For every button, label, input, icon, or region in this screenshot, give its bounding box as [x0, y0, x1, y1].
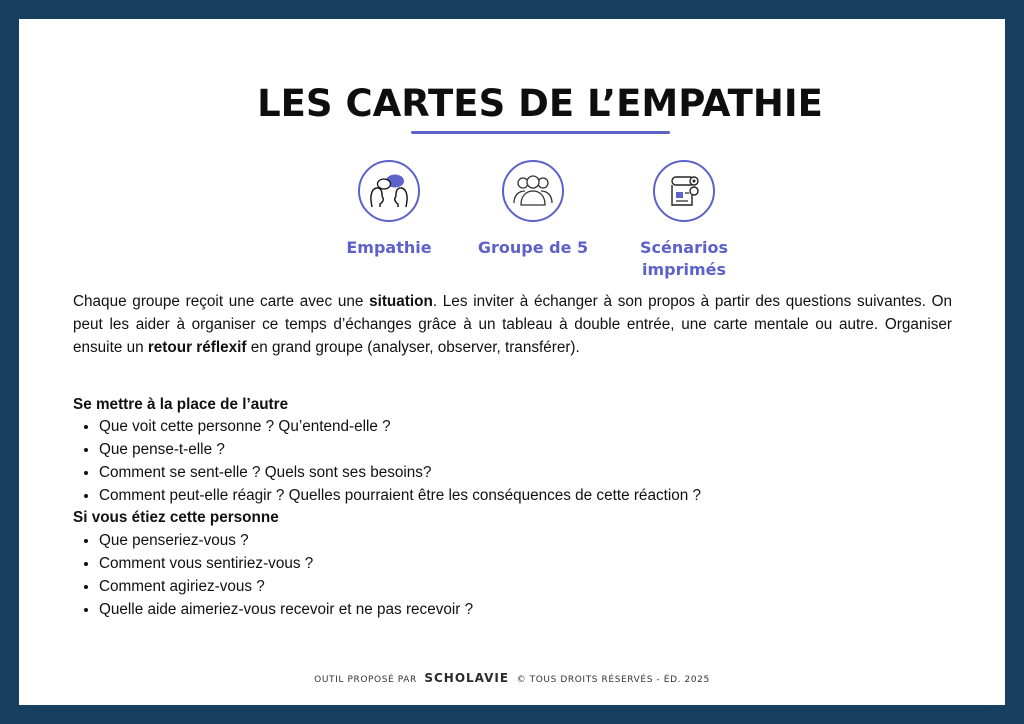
- question-list-personne: [73, 529, 473, 621]
- brand-logo: SCHOLAVIE: [424, 671, 510, 685]
- section-heading-personne: Si vous étiez cette personne: [73, 509, 279, 526]
- feature-label: Empathie: [346, 238, 432, 257]
- intro-bold-situation: situation: [369, 293, 433, 310]
- printer-scroll-icon: [653, 160, 715, 222]
- list-item: • Comment agiriez-vous ?: [99, 575, 473, 598]
- feature-empathie: [314, 160, 464, 259]
- feature-label-line: imprimés: [641, 260, 727, 279]
- group-people-icon: [502, 160, 564, 222]
- intro-text: Chaque groupe reçoit une carte avec une: [73, 293, 370, 310]
- question-list-autre: [73, 415, 701, 507]
- list-item: • Comment peut-elle réagir ? Quelles pourraient être les conséquences de cette réaction ?: [99, 484, 701, 507]
- feature-label-line: Scénarios: [640, 238, 728, 257]
- feature-groupe: [458, 160, 608, 259]
- talking-heads-icon: [358, 160, 420, 222]
- list-item: • Que pense-t-elle ?: [99, 438, 701, 461]
- list-item: • Que penseriez-vous ?: [99, 529, 473, 552]
- title-underline: [411, 131, 670, 134]
- feature-label: Groupe de 5: [477, 238, 589, 257]
- footer-prefix: OUTIL PROPOSÉ PAR: [314, 675, 417, 685]
- intro-text: en grand groupe (analyser, observer, transférer).: [246, 339, 580, 356]
- footer-copyright: © TOUS DROITS RÉSERVÉS - ÉD. 2025: [516, 675, 710, 685]
- intro-text: . Les inviter à échanger à son propos à partir des questions suivantes. On peut les aider à organiser ce temps d’échanges grâce à un tableau à double entrée, une carte mentale ou autre. Organiser ensuite un: [73, 293, 953, 356]
- feature-label: [609, 237, 759, 281]
- feature-scenarios: [609, 160, 759, 281]
- section-heading-autre: Se mettre à la place de l’autre: [73, 396, 289, 413]
- intro-paragraph: [73, 290, 952, 359]
- intro-bold-retour: retour réflexif: [147, 339, 247, 356]
- list-item: • Que voit cette personne ? Qu’entend-elle ?: [99, 415, 701, 438]
- list-item: • Comment se sent-elle ? Quels sont ses besoins?: [99, 461, 701, 484]
- footer: [0, 671, 1024, 685]
- list-item: • Quelle aide aimeriez-vous recevoir et ne pas recevoir ?: [99, 598, 473, 621]
- page-title: LES CARTES DE L’EMPATHIE: [257, 82, 823, 125]
- list-item: • Comment vous sentiriez-vous ?: [99, 552, 473, 575]
